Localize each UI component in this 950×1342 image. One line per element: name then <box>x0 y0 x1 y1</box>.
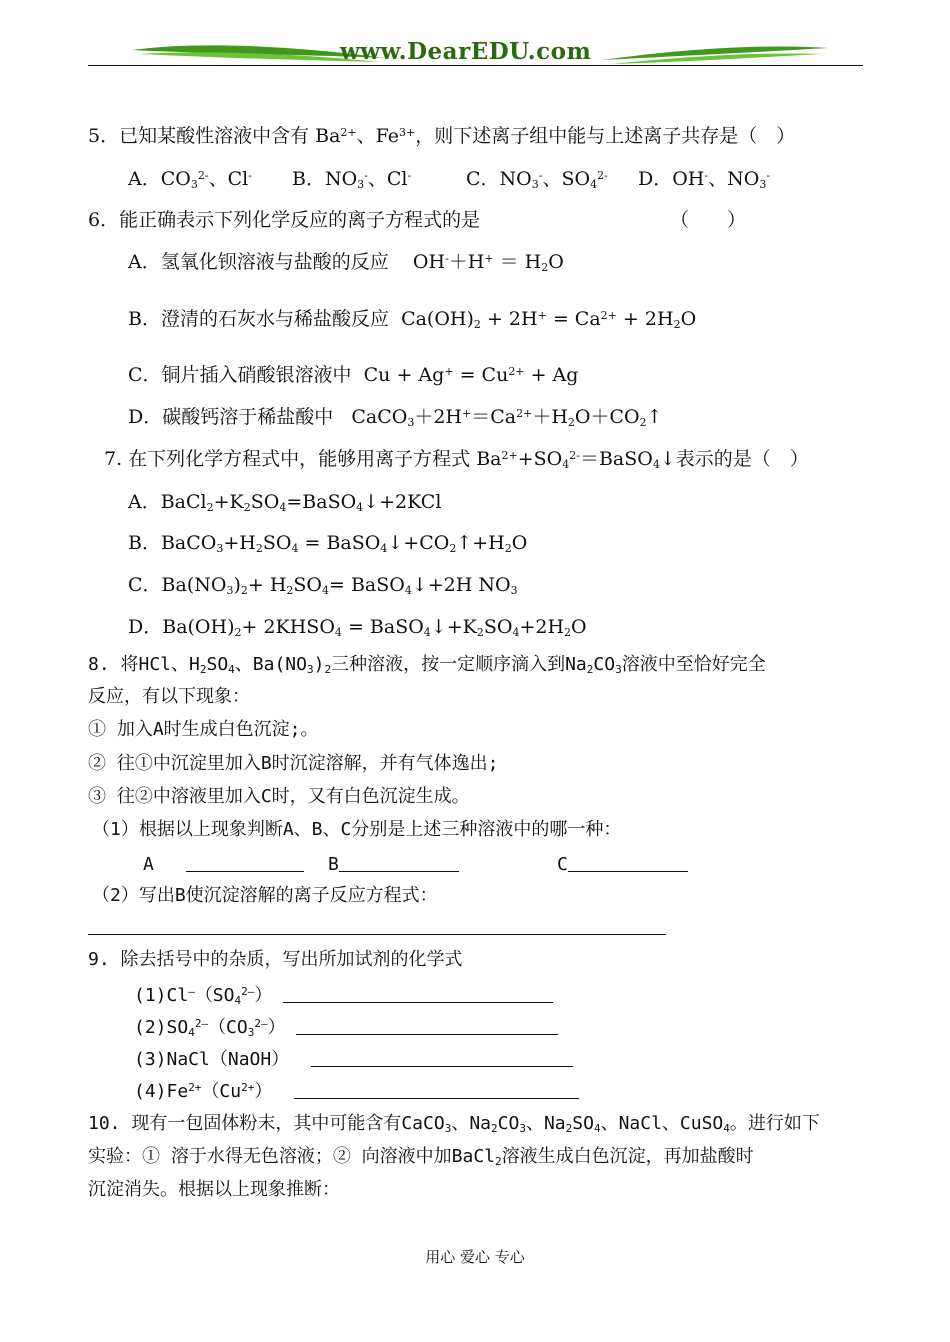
q10-line-2: 实验：① 溶于水得无色溶液；② 向溶液中加BaCl$_2$溶液生成白色沉淀，再加盐酸时 <box>88 1146 754 1168</box>
q8-subq-2: （2）写出B使沉淀溶解的离子反应方程式： <box>92 885 438 906</box>
answer-blank-b[interactable] <box>339 851 459 872</box>
q8-observation-3: ③ 往②中溶液里加入C时，又有白色沉淀生成。 <box>88 786 470 807</box>
q6-option-c: C．铜片插入硝酸银溶液中 $Cu + Ag^+ = Cu^{2+} + Ag$ <box>128 364 579 386</box>
q9-item-1: $(1)Cl^—(SO_4^{2—})$ <box>134 982 553 1008</box>
q8-answer-line[interactable] <box>88 934 666 935</box>
q7-option-a: A．$BaCl_2+K_2SO_4=BaSO_4↓+2KCl$ <box>128 491 442 514</box>
answer-blank-9-2[interactable] <box>296 1014 558 1035</box>
q6-answer-paren: （ ） <box>670 209 747 231</box>
site-logo-text: www.DearEDU.com <box>340 38 592 65</box>
q8-answer-c: C <box>557 851 688 877</box>
answer-blank-a[interactable] <box>186 851 304 872</box>
header-rule <box>88 65 863 66</box>
q7-option-d: D．$Ba(OH)_2+$ $2KHSO_4$ = $BaSO_4↓+K_2SO_4+2H_2O$ <box>128 616 587 639</box>
answer-blank-c[interactable] <box>568 851 688 872</box>
q7-option-b: B．$BaCO_3+H_2SO_4$ = $BaSO_4↓+CO_2↑+H_2O$ <box>128 532 528 555</box>
answer-blank-9-1[interactable] <box>283 982 553 1003</box>
answer-blank-9-4[interactable] <box>294 1078 579 1099</box>
q5-option-b: B．$NO_3^-$、Cl- <box>292 168 412 191</box>
q6-option-b: B．澄清的石灰水与稀盐酸反应 $Ca(OH)_2 + 2H^+ = Ca^{2+} + 2H_2O$ <box>128 308 697 331</box>
q8-observation-1: ① 加入A时生成白色沉淀;。 <box>88 719 319 740</box>
q6-option-d: D．碳酸钙溶于稀盐酸中 $CaCO_3+2H^+=Ca^{2+}+H_2O+CO_2↑$ <box>128 406 663 429</box>
page-footer: 用心 爱心 专心 <box>425 1248 525 1266</box>
q9-stem: 9. 除去括号中的杂质，写出所加试剂的化学式 <box>88 949 463 970</box>
q8-answer-b: B <box>328 851 459 877</box>
q5-stem: 5．已知某酸性溶液中含有 $Ba^{2+}$、$Fe^{3+}$，则下述离子组中能与上述离子共存是（ ） <box>88 125 796 147</box>
q6-stem: 6．能正确表示下列化学反应的离子方程式的是 <box>88 209 481 231</box>
logo-swoosh-right <box>600 40 830 68</box>
q6-option-a: A．氢氧化钡溶液与盐酸的反应 $OH^-+H^+ = H_2O$ <box>128 251 564 274</box>
q8-subq-1: （1）根据以上现象判断A、B、C分别是上述三种溶液中的哪一种： <box>92 819 622 840</box>
q9-item-2: $(2)SO_4^{2—}(CO_3^{2—})$ <box>134 1014 558 1040</box>
q9-item-4: $(4)Fe^{2+}(Cu^{2+})$ <box>134 1078 579 1104</box>
q7-stem: 7. 在下列化学方程式中，能够用离子方程式 $Ba^{2+}+SO_4^{2-}=BaSO_4↓$表示的是（ ） <box>104 448 809 471</box>
answer-blank-9-3[interactable] <box>311 1046 573 1067</box>
q8-observation-2: ② 往①中沉淀里加入B时沉淀溶解，并有气体逸出; <box>88 753 499 774</box>
q5-option-c: C．$NO_3^-$、$SO_4^{2-}$ <box>466 168 608 191</box>
q8-answer-a: A <box>143 851 304 877</box>
q5-option-d: D．OH-、$NO_3^-$ <box>638 168 771 191</box>
q10-line-3: 沉淀消失。根据以上现象推断： <box>88 1179 340 1200</box>
q8-line-2: 反应，有以下现象： <box>88 686 250 707</box>
q9-item-3: (3)NaCl（NaOH） <box>134 1046 573 1072</box>
q7-option-c: C．$Ba(NO_3)_2+ H_2SO_4=$ BaSO$_4$↓+2H $NO_3$ <box>128 574 518 597</box>
q8-line-1: 8. 将HCl、$H_2SO_4$、$Ba(NO_3)_2$三种溶液，按一定顺序滴入到$Na_2CO_3$溶液中至恰好完全 <box>88 654 766 676</box>
q10-line-1: 10. 现有一包固体粉末，其中可能含有CaCO$_3$、$Na_2CO_3$、$Na_2SO_4$、NaCl、CuSO$_4$。进行如下 <box>88 1113 820 1135</box>
q5-option-a: A．$CO_3^{2-}$、Cl- <box>128 168 252 191</box>
